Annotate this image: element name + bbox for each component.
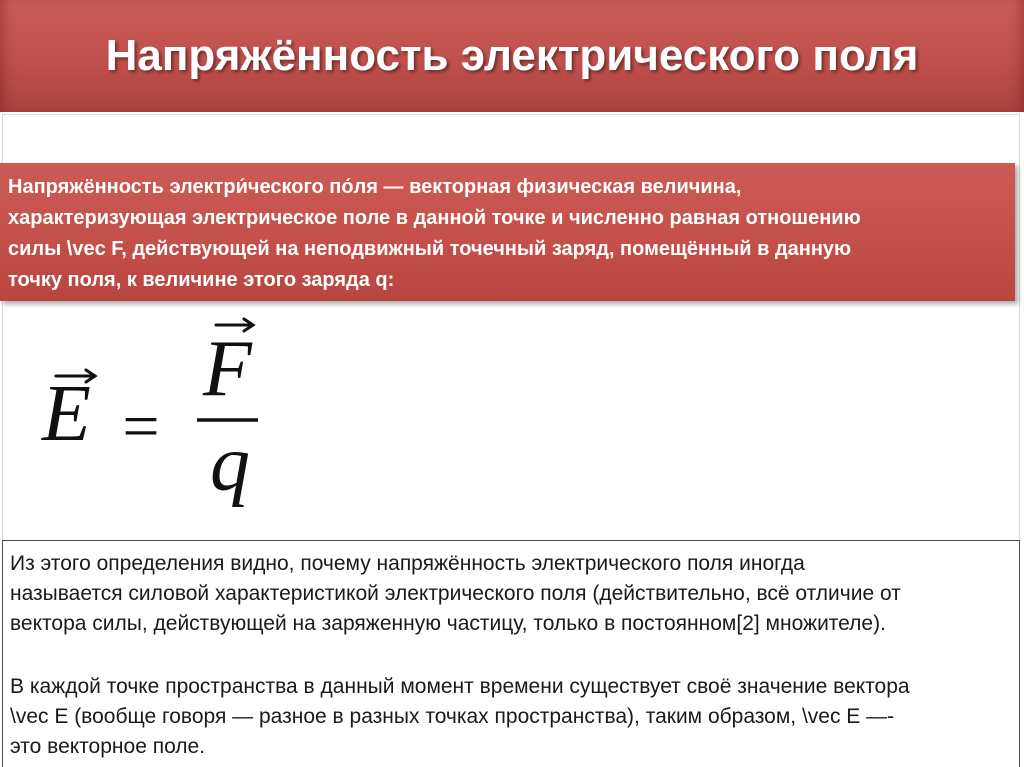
explanation-line: В каждой точке пространства в данный момент времени существует своё значение вектора — [10, 675, 910, 698]
slide-title: Напряжённость электрического поля — [105, 31, 919, 80]
formula-lhs-e: E — [42, 370, 91, 458]
paragraph-spacer — [10, 639, 1019, 672]
title-band — [0, 0, 1024, 112]
definition-line: точку поля, к величине этого заряда q: — [8, 269, 395, 291]
formula — [0, 300, 300, 535]
formula-denominator-q: q — [210, 420, 250, 508]
definition-line: силы \vec F, действующей на неподвижный точечный заряд, помещённый в данную — [8, 238, 852, 260]
formula-numerator-f: F — [203, 325, 252, 413]
definition-box — [0, 163, 1015, 301]
formula-equals: = — [122, 390, 160, 463]
explanation-line: \vec E (вообще говоря — разное в разных точках пространства), таким образом, \vec E —- — [10, 705, 895, 728]
definition-line: характеризующая электрическое поле в данной точке и численно равная отношению — [8, 207, 861, 229]
explanation-line: называется силовой характеристикой электрического поля (действительно, всё отличие от — [10, 582, 901, 605]
explanation-line: Из этого определения видно, почему напряжённость электрического поля иногда — [10, 552, 805, 575]
explanation-paragraph-2 — [10, 672, 1019, 762]
definition-line: Напряжённость электри́ческого по́ля — векторная физическая величина, — [8, 176, 742, 198]
explanation-line: вектора силы, действующей на заряженную частицу, только в постоянном[2] множителе). — [10, 612, 886, 635]
explanation-box — [2, 540, 1020, 767]
explanation-line: это векторное поле. — [10, 735, 206, 758]
explanation-paragraph-1 — [10, 549, 1019, 639]
